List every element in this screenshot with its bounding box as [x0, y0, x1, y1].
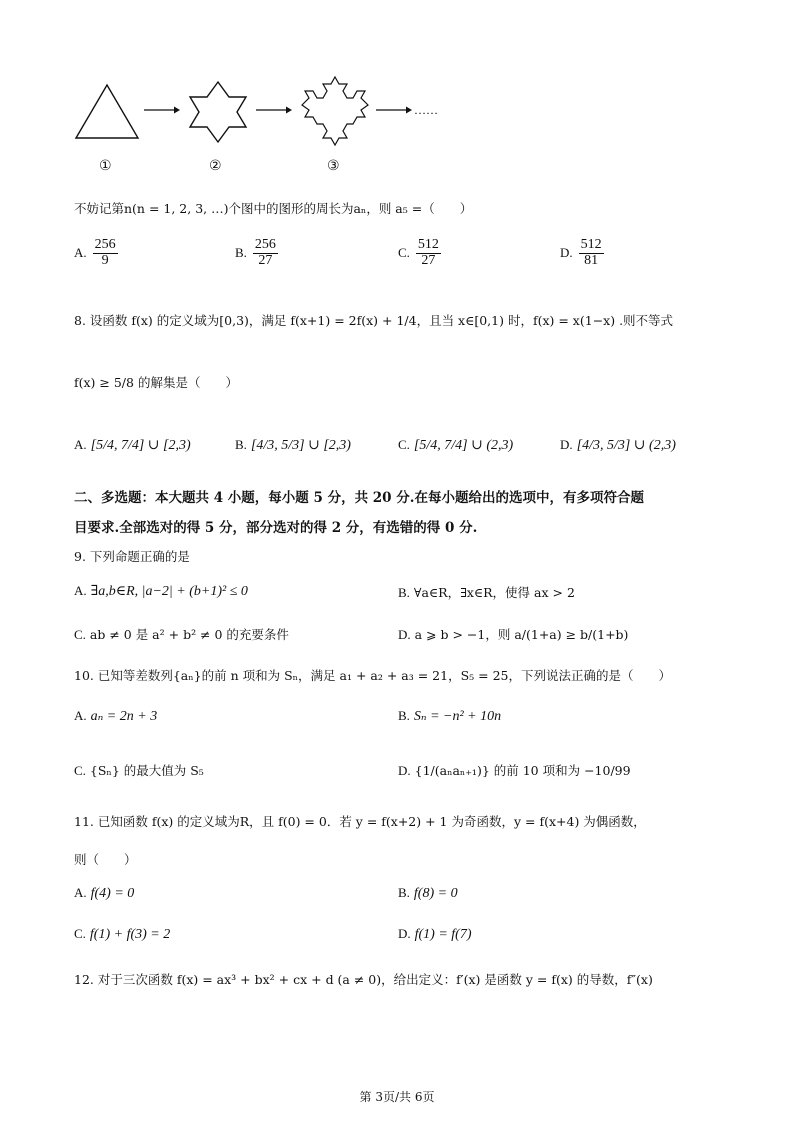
q11-stem-line1: 11. 已知函数 f(x) 的定义域为R，且 f(0) = 0．若 y = f(x+2) + 1 为奇函数，y = f(x+4) 为偶函数，: [74, 814, 646, 829]
q8-option-d: D. [4/3, 5/3] ∪ (2,3): [560, 437, 676, 453]
arrow-1: [144, 107, 180, 114]
q10-option-d: D. {1/(aₙaₙ₊₁)} 的前 10 项和为 −10/99: [398, 763, 631, 778]
q7-option-d: D. $\frac{512}{81}$: [560, 237, 602, 268]
q11-option-b: B. f(8) = 0: [398, 885, 458, 901]
q10-option-c: C. {Sₙ} 的最大值为 S₅: [74, 763, 204, 778]
q8-stem-line2: f(x) ≥ 5/8 的解集是（ ）: [74, 375, 238, 390]
q7-option-c: C. $\frac{512}{27}$: [398, 237, 439, 268]
figure-label-3: ③: [327, 158, 340, 174]
q7-stem: 不妨记第n(n = 1, 2, 3, …)个图中的图形的周长为aₙ，则 a₅ =（ ）: [74, 201, 473, 216]
q11-option-a: A. f(4) = 0: [74, 885, 135, 901]
q9-option-b: B. ∀a∈R，∃x∈R，使得 ax > 2: [398, 585, 575, 600]
figure-3-snowflake: [302, 77, 368, 145]
arrow-3: [376, 107, 412, 114]
q8-option-a: A. [5/4, 7/4] ∪ [2,3): [74, 437, 191, 453]
q9-option-d: D. a ⩾ b > −1，则 a/(1+a) ≥ b/(1+b): [398, 627, 629, 642]
q7-option-a: A. $\frac{256}{9}$: [74, 237, 116, 268]
q9-option-a: A. ∃a,b∈R, |a−2| + (b+1)² ≤ 0: [74, 583, 248, 599]
q11-option-d: D. f(1) = f(7): [398, 926, 472, 942]
q11-option-c: C. f(1) + f(3) = 2: [74, 926, 171, 942]
q8-stem-line1: 8. 设函数 f(x) 的定义域为[0,3)，满足 f(x+1) = 2f(x) + 1/4，且当 x∈[0,1) 时，f(x) = x(1−x) .则不等式: [74, 313, 674, 328]
q8-option-c: C. [5/4, 7/4] ∪ (2,3): [398, 437, 514, 453]
q10-option-b: B. Sₙ = −n² + 10n: [398, 708, 502, 724]
arrow-2: [256, 107, 292, 114]
section2-heading-line1: 二、多选题：本大题共 4 小题，每小题 5 分，共 20 分.在每小题给出的选项中，有多项符合题: [74, 490, 644, 506]
q7-option-b: B. $\frac{256}{27}$: [235, 237, 276, 268]
figure-1-triangle: [76, 85, 138, 138]
figure-ellipsis: ……: [414, 103, 438, 117]
figure-2-star: [190, 82, 246, 142]
q11-stem-line2: 则（ ）: [74, 852, 137, 867]
q12-stem-line1: 12. 对于三次函数 f(x) = ax³ + bx² + cx + d (a ≠ 0)，给出定义：f′(x) 是函数 y = f(x) 的导数，f″(x): [74, 972, 653, 987]
section2-heading-line2: 目要求.全部选对的得 5 分，部分选对的得 2 分，有选错的得 0 分.: [74, 520, 478, 536]
q8-option-b: B. [4/3, 5/3] ∪ [2,3): [235, 437, 351, 453]
figure-label-2: ②: [209, 158, 222, 174]
koch-snowflake-figure: [60, 72, 460, 182]
page-footer: 第 3页/共 6页: [359, 1090, 435, 1104]
q10-stem: 10. 已知等差数列{aₙ}的前 n 项和为 Sₙ，满足 a₁ + a₂ + a₃ = 21，S₅ = 25，下列说法正确的是（ ）: [74, 668, 671, 683]
figure-label-1: ①: [99, 158, 112, 174]
q9-stem: 9. 下列命题正确的是: [74, 549, 190, 564]
q10-option-a: A. aₙ = 2n + 3: [74, 708, 158, 724]
q9-option-c: C. ab ≠ 0 是 a² + b² ≠ 0 的充要条件: [74, 627, 289, 642]
